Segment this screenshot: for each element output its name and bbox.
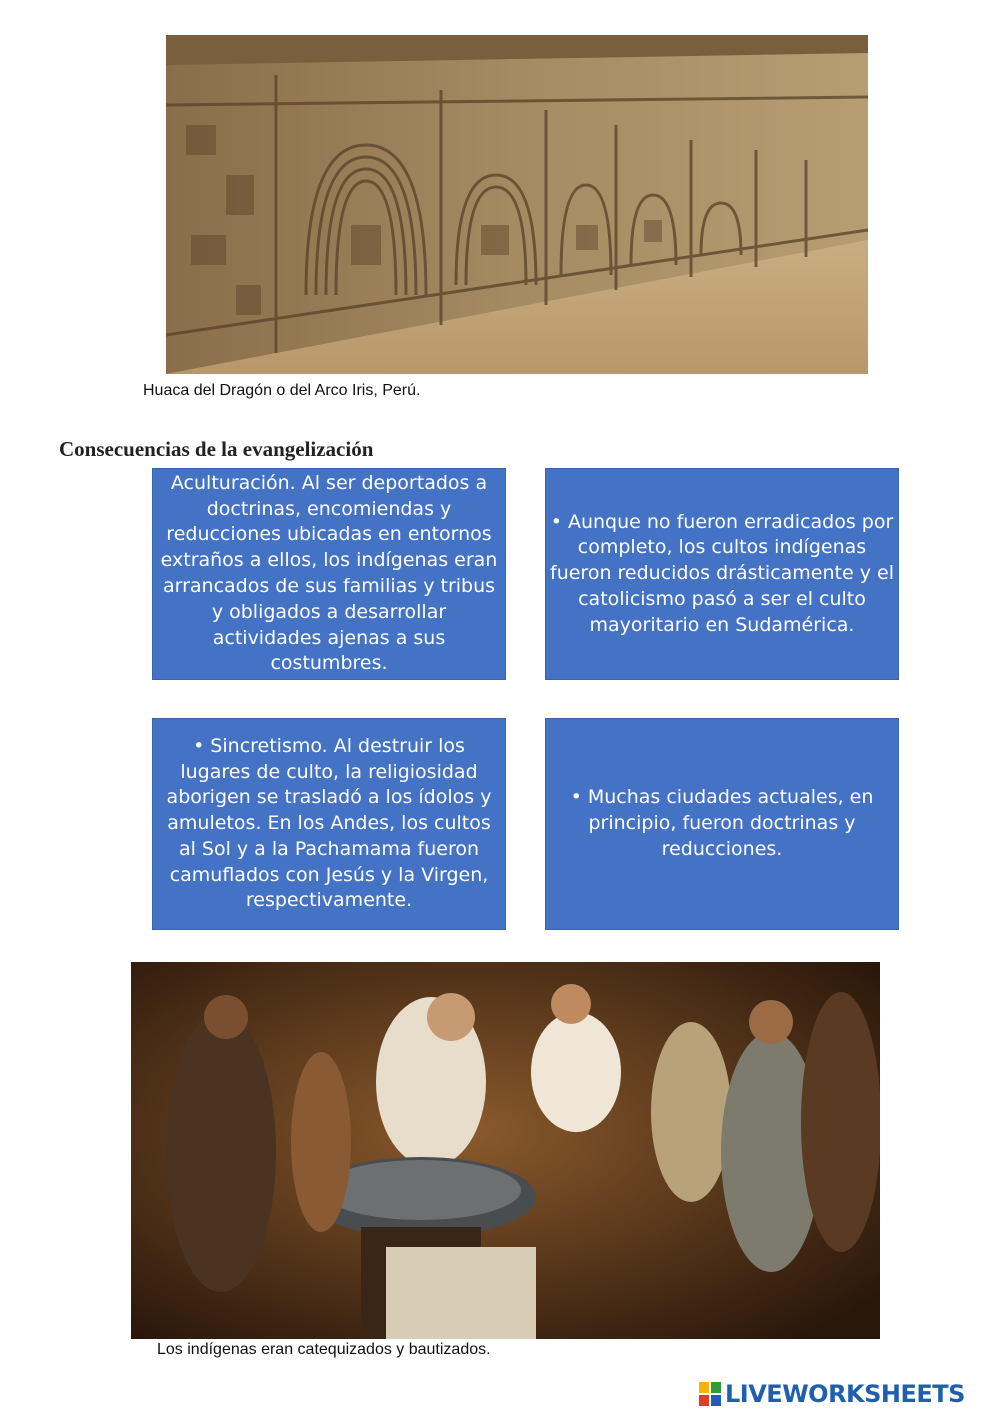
card-sincretismo xyxy=(152,718,506,930)
baptism-painting-photo xyxy=(131,962,880,1339)
top-image-caption: Huaca del Dragón o del Arco Iris, Perú. xyxy=(143,382,421,399)
logo-text: LIVEWORKSHEETS xyxy=(725,1380,965,1408)
card-text: Aculturación. Al ser deportados a doctrinas, encomiendas y reducciones ubicadas en entornos extraños a ellos, los indígenas eran arrancados de sus familias y tribus y obligados a desarrollar actividades ajenas a sus costumbres. xyxy=(160,471,498,675)
liveworksheets-logo xyxy=(699,1378,965,1410)
card-text: • Muchas ciudades actuales, en principio, fueron doctrinas y reducciones. xyxy=(570,786,874,860)
bottom-image-caption: Los indígenas eran catequizados y bautizados. xyxy=(157,1341,491,1358)
huaca-wall-illustration xyxy=(166,35,868,374)
liveworksheets-logo-icon xyxy=(699,1382,721,1406)
card-text: • Aunque no fueron erradicados por completo, los cultos indígenas fueron reducidos drásticamente y el catolicismo pasó a ser el culto mayoritario en Sudamérica. xyxy=(550,510,894,636)
card-aculturacion xyxy=(152,468,506,680)
baptism-painting-illustration xyxy=(131,962,880,1339)
section-heading: Consecuencias de la evangelización xyxy=(59,437,374,461)
huaca-wall-photo xyxy=(166,35,868,374)
card-cultos-indigenas xyxy=(545,468,899,680)
card-ciudades xyxy=(545,718,899,930)
card-text: • Sincretismo. Al destruir los lugares de culto, la religiosidad aborigen se trasladó a los ídolos y amuletos. En los Andes, los cultos al Sol y a la Pachamama fueron camuflados con Jesús y la Virgen, respectivamente. xyxy=(166,734,492,912)
